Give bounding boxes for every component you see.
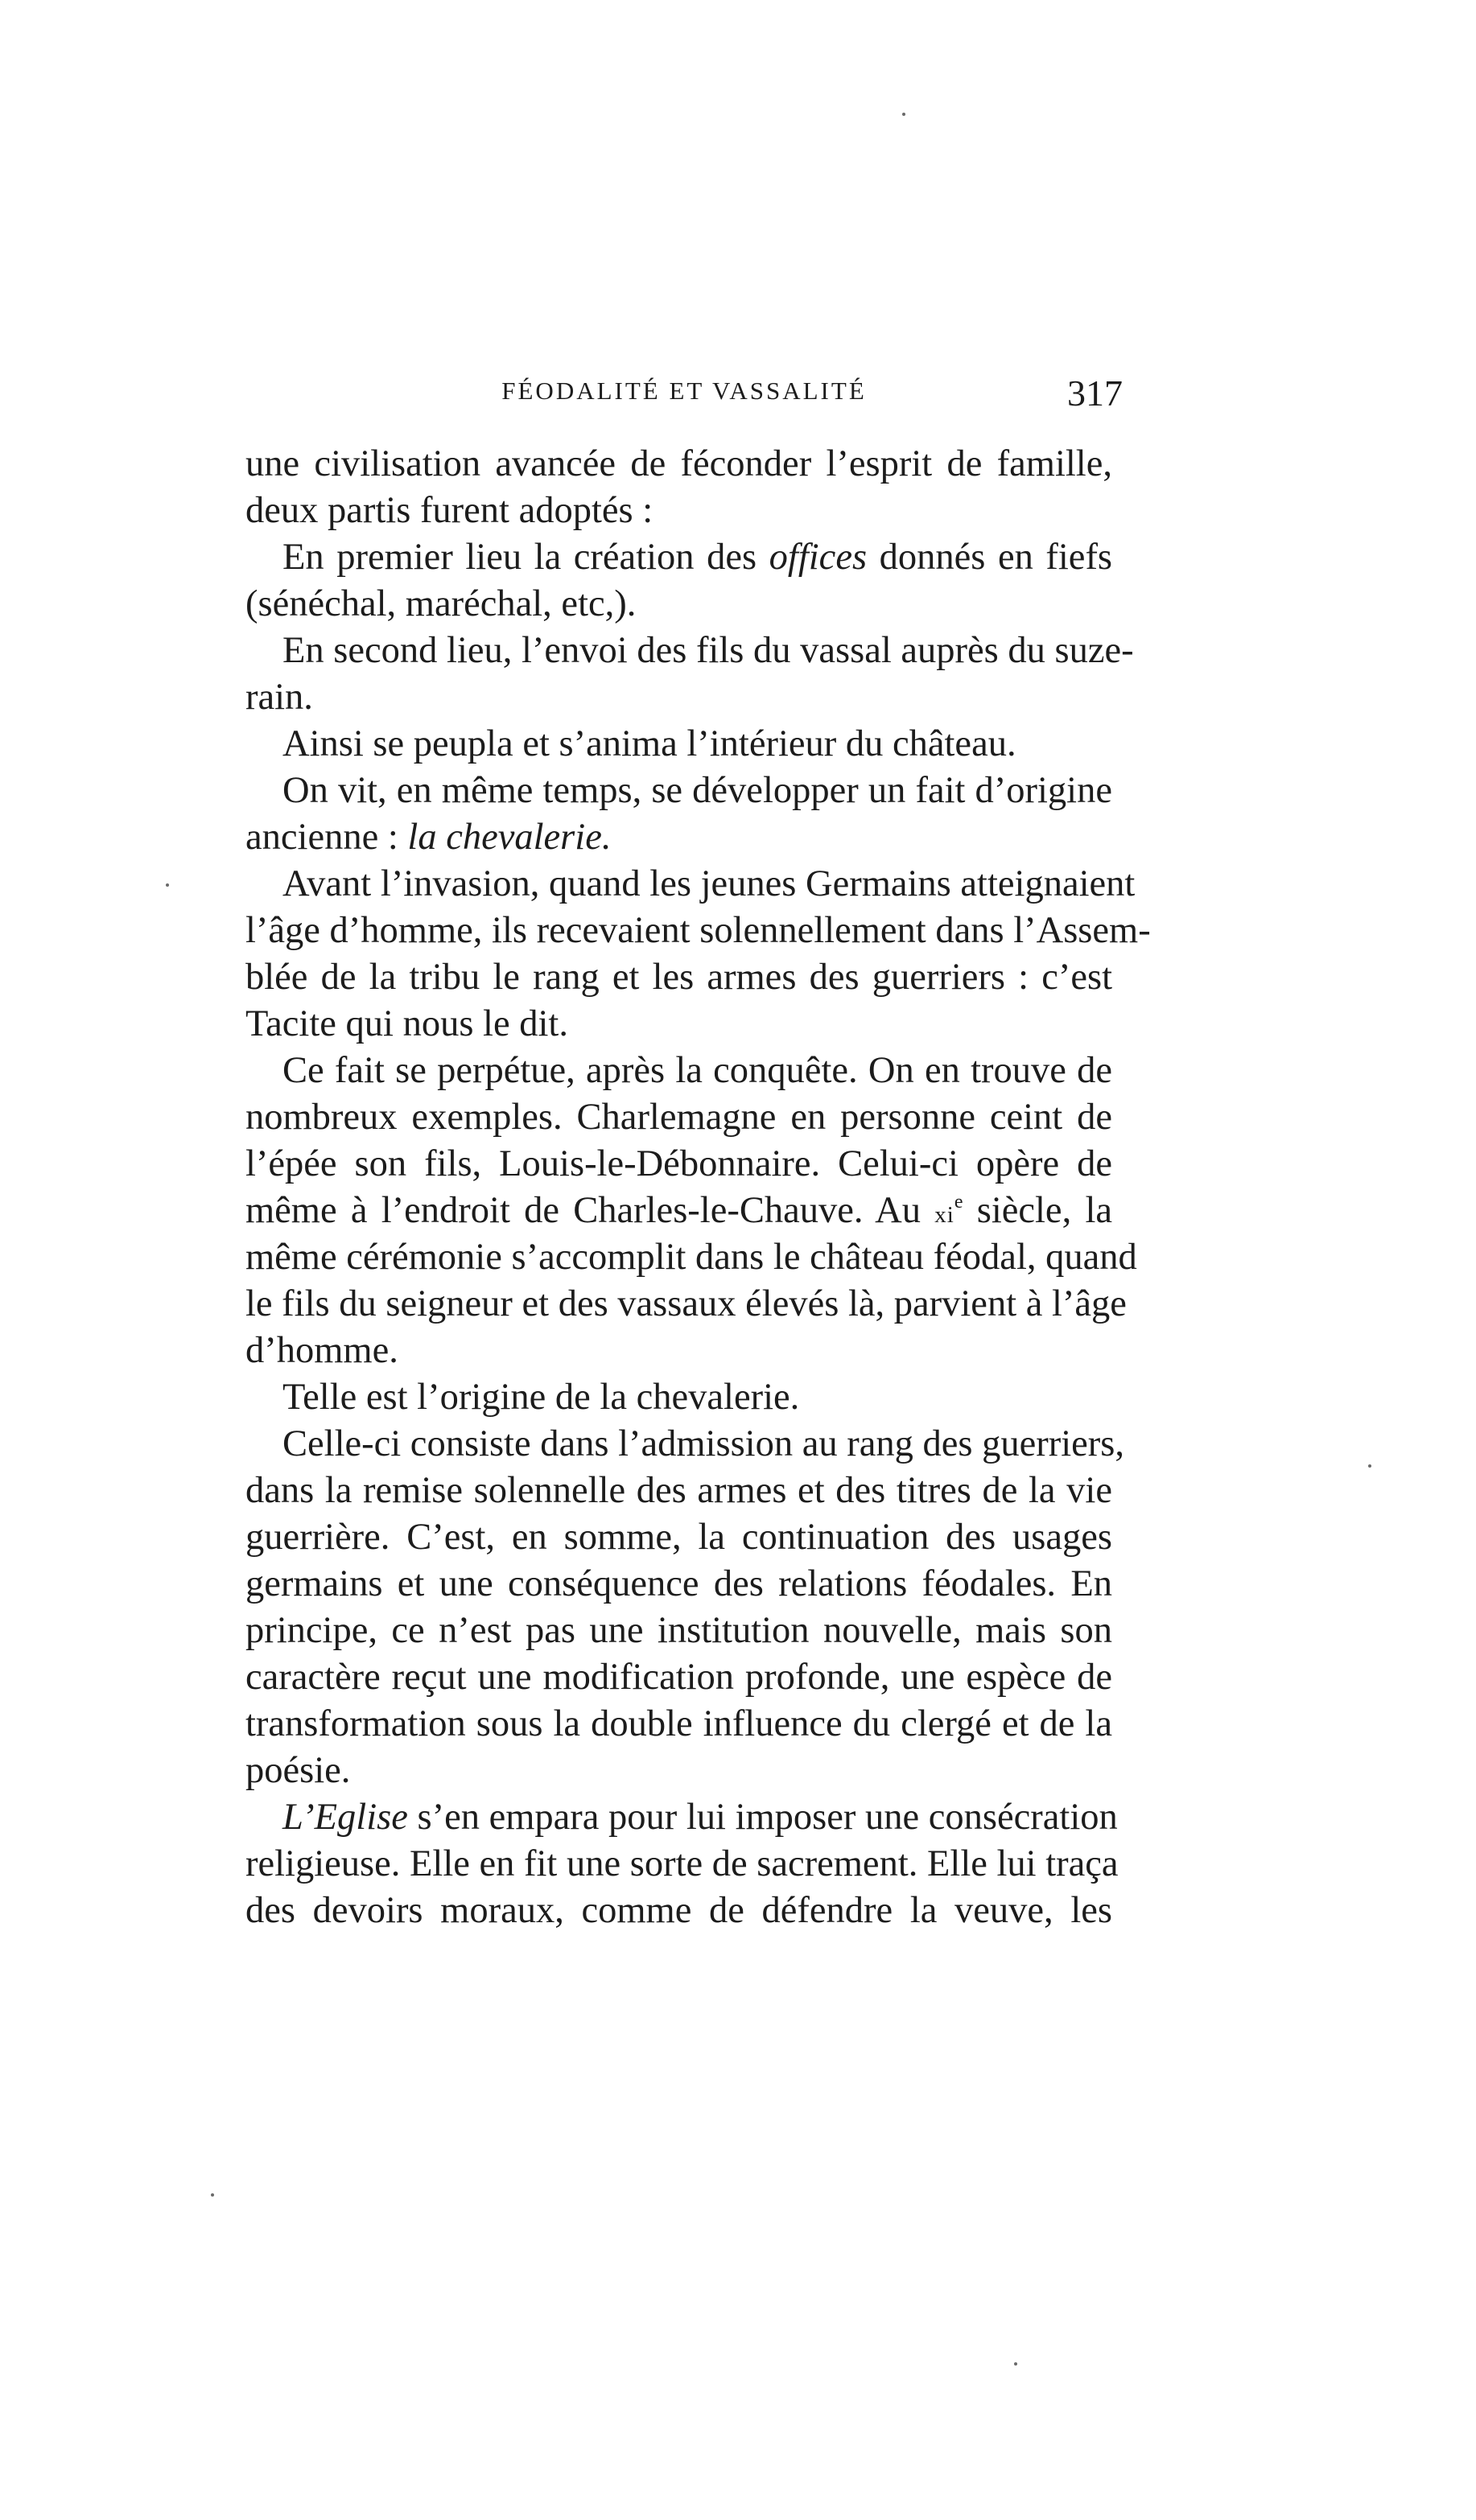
text-line: En second lieu, l’envoi des fils du vassal auprès du suze-	[282, 630, 1134, 671]
paper-speck	[1368, 1464, 1371, 1468]
text-line: d’homme.	[245, 1330, 398, 1371]
paper-speck	[166, 883, 169, 887]
text-line: guerrière. C’est, en somme, la continuation des usages	[245, 1517, 1112, 1558]
text-line: l’âge d’homme, ils recevaient solennellement dans l’Assem-	[245, 910, 1151, 951]
italic-term: L’Eglise	[282, 1797, 408, 1838]
page-number: 317	[1067, 373, 1123, 414]
text-line: dans la remise solennelle des armes et des titres de la vie	[245, 1470, 1112, 1511]
text-line: L’Eglise s’en empara pour lui imposer une consécration	[282, 1797, 1118, 1838]
text-line: En premier lieu la création des offices donnés en fiefs	[282, 537, 1113, 578]
body-text	[245, 441, 1151, 1934]
text-line: Ce fait se perpétue, après la conquête. On en trouve de	[282, 1050, 1112, 1091]
text-line: germains et une conséquence des relations féodales. En	[245, 1563, 1112, 1604]
text-line: On vit, en même temps, se développer un fait d’origine	[282, 770, 1112, 811]
paper-speck	[211, 2193, 214, 2197]
text-line: Celle-ci consiste dans l’admission au rang des guerriers,	[282, 1423, 1124, 1464]
text-line: religieuse. Elle en fit une sorte de sacrement. Elle lui traça	[245, 1843, 1119, 1884]
text-line: caractère reçut une modification profonde, une espèce de	[245, 1657, 1112, 1698]
century-numeral: xi	[934, 1202, 954, 1228]
text-line: nombreux exemples. Charlemagne en personne ceint de	[245, 1097, 1112, 1138]
paper-speck	[902, 113, 905, 116]
text-line: transformation sous la double influence du clergé et de la	[245, 1703, 1112, 1744]
page-header	[245, 372, 1123, 420]
text-line: Telle est l’origine de la chevalerie.	[282, 1377, 800, 1418]
italic-term: la chevalerie.	[407, 817, 612, 858]
paper-speck	[1014, 2362, 1017, 2366]
text-line: rain.	[245, 677, 313, 718]
text-line: ancienne : la chevalerie.	[245, 817, 612, 858]
text-line: Avant l’invasion, quand les jeunes Germains atteignaient	[282, 863, 1136, 904]
text-line: des devoirs moraux, comme de défendre la veuve, les	[245, 1890, 1112, 1931]
text-line: l’épée son fils, Louis-le-Débonnaire. Celui-ci opère de	[245, 1143, 1112, 1184]
text-line: même à l’endroit de Charles-le-Chauve. Au $xi^e$ siècle, la	[245, 1190, 1112, 1231]
text-line: le fils du seigneur et des vassaux élevés là, parvient à l’âge	[245, 1283, 1127, 1324]
text-line: (sénéchal, maréchal, etc,).	[245, 583, 637, 624]
text-line: poésie.	[245, 1750, 351, 1791]
text-line: même cérémonie s’accomplit dans le château féodal, quand	[245, 1237, 1137, 1278]
text-line: deux partis furent adoptés :	[245, 490, 653, 531]
text-line: Tacite qui nous le dit.	[245, 1003, 568, 1044]
text-line: une civilisation avancée de féconder l’esprit de famille,	[245, 443, 1112, 484]
italic-term: offices	[769, 537, 868, 578]
text-line: blée de la tribu le rang et les armes des guerriers : c’est	[245, 957, 1112, 998]
running-title: FÉODALITÉ ET VASSALITÉ	[501, 377, 867, 405]
text-line: principe, ce n’est pas une institution nouvelle, mais son	[245, 1610, 1112, 1651]
text-line: Ainsi se peupla et s’anima l’intérieur du château.	[282, 723, 1016, 764]
superscript: e	[954, 1192, 963, 1213]
